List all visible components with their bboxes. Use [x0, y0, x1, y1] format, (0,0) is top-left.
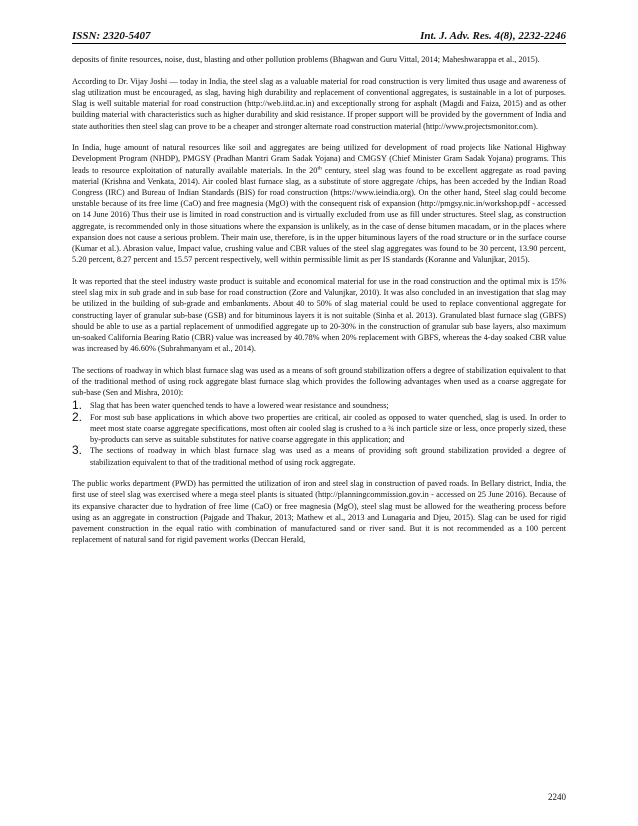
- list-item: [72, 409, 566, 446]
- list-number: 3.: [72, 443, 83, 458]
- paragraph-industry-waste: It was reported that the steel industry waste product is suitable and economical material for use in the road construction and the optimal mix is 15% steel slag mix in sub grade and in sub base for road construction (Zore and Valunjkar, 2010). It was also concluded in an investigation that slag may be utilized in the building of sub-grade and embankments. About 40 to 50% of slag material could be used to replace conventional aggregate for constructing layer of granular sub-base (GSB) and for bituminous layers it is not suitable (Sinha et al. 2013). Granulated blast furnace slag (GBFS) should be able to use as a partial replacement of unmodified aggregate up to 20-30% in the construction of granular sub base layers, also maximum un-soaked California Bearing Ratio (CBR) value was increased by 40.78% when 20% replacement with GBFS, whereas the 4-day soaked CBR value was increased by 46.60% (Subrahmanyam et al., 2014).: [72, 276, 566, 354]
- paragraph-pwd: The public works department (PWD) has permitted the utilization of iron and steel slag in construction of paved roads. In Bellary district, India, the first use of steel slag was exercised where a mega steel plants is situated (http://planningcommission.gov.in - accessed on 25 June 2016). Because of its expansive character due to hydration of free lime (CaO) or free magnesia (MgO), steel slag must be allowed for the weathering process before using as an aggregate in construction (Pajgade and Thakur, 2013; Mathew et al., 2013 and Lunagaria and Djeu, 2015). Slag can be used for rigid pavement construction in the equal ratio with combination of manufactured sand or river sand. But it is not recommended as a 100 percent replacement of natural sand for rigid pavement works (Deccan Herald,: [72, 479, 566, 545]
- list-text: Slag that has been water quenched tends to have a lowered wear resistance and soundness;: [90, 401, 389, 411]
- page-number: 2240: [548, 792, 566, 802]
- paragraph-roadway-sections: The sections of roadway in which blast furnace slag was used as a means of soft ground stabilization offers a degree of stabilization equivalent to that of the traditional method of using rock aggregate blast furnace slag which provides the following advantages when used as a coarse aggregate for sub-base (Sen and Mishra, 2010):: [72, 365, 567, 398]
- running-header: [72, 30, 566, 44]
- paragraph-continuation: deposits of finite resources, noise, dust, blasting and other pollution problems (Bhagwan and Guru Vittal, 2014; Maheshwarappa et al., 2015).: [72, 55, 540, 64]
- advantages-list: [72, 400, 566, 467]
- list-item: [72, 400, 566, 411]
- list-number: 1.: [72, 398, 83, 413]
- article-body: [72, 54, 566, 545]
- list-text: For most sub base applications in which above two properties are critical, air cooled as opposed to water quenched, slag is used. In order to meet most state coarse aggregate specifications, most often air cooled slag is crushed to a ¾ inch particle size or less, once properly sized, these by-products can serve as suitable substitutes for native coarse aggregate in this application; and: [90, 412, 566, 445]
- issn-label: ISSN: 2320-5407: [72, 30, 151, 42]
- paragraph-joshi: According to Dr. Vijay Joshi — today in India, the steel slag as a valuable material for road construction is very limited thus usage and awareness of slag utilization must be encouraged, as slag, having high durability and replacement of conventional aggregates, is sustainable in a lot of purposes. Slag is well suitable material for road construction (http://web.iitd.ac.in) and exceptionally strong for asphalt (Magdi and Faiza, 2015) and as other building material with characteristics such as higher durability and skid resistance. If proper support will be provided by the government of India and state authorities then steel slag can prove to be a cheaper and stronger alternate road construction material (http://www.projectsmonitor.com).: [72, 76, 566, 131]
- list-text: The sections of roadway in which blast furnace slag was used as a means of providing soft ground stabilization provided a degree of stabilization equivalent to that of the traditional method of using rock aggregate.: [90, 446, 566, 467]
- paragraph-india-resources: [72, 142, 566, 265]
- paragraph-india-part-b: century, steel slag was found to be excellent aggregate as road paving material (Krishna and Venkata, 2014). Air cooled blast furnace slag, as a substitute of store aggregate /chips, has been acceded by the Indian Road Congress (IRC) and Bureau of Indian Standards (BIS) for road construction (https://www.ieindia.org). On the other hand, Steel slag could become unstable because of its free lime (CaO) and free magnesia (MgO) with the consequent risk of expansion (http://pmgsy.nic.in/workshop.pdf - accessed on 14 June 2016) Thus their use is limited in road construction and is virtually excluded from use as fill under structures. Steel slag, as construction aggregate, is recommended only in those situations where the expansion is unlikely, as in the case of dense bitumen macadam, or in the places where expansion does not cause a serious problem. Their main use, therefore, is in the upper bituminous layers of the road structure or in the surface course (Kumar et al.). Abrasion value, Impact value, crushing value and CBR values of the steel slag aggregates was found to be 30 percent, 13.90 percent, 5.20 percent, 8.27 percent and 15.57 percent respectively, well within permissible limit as per IS standards (Koranne and Valunjkar, 2015).: [72, 165, 566, 265]
- paragraph-india-part-a: In India, huge amount of natural resources like soil and aggregates are being utilized for development of road projects like National Highway Development Program (NHDP), PMGSY (Pradhan Mantri Gram Sadak Yojana) and CMGSY (Chief Minister Gram Sadak Yojana) programs. This leads to resource exploitation of naturally available materials. In the 20: [72, 143, 566, 175]
- journal-citation: Int. J. Adv. Res. 4(8), 2232-2246: [420, 30, 566, 42]
- superscript-th: th: [317, 164, 322, 171]
- list-number: 2.: [72, 409, 83, 424]
- list-item: [72, 445, 566, 467]
